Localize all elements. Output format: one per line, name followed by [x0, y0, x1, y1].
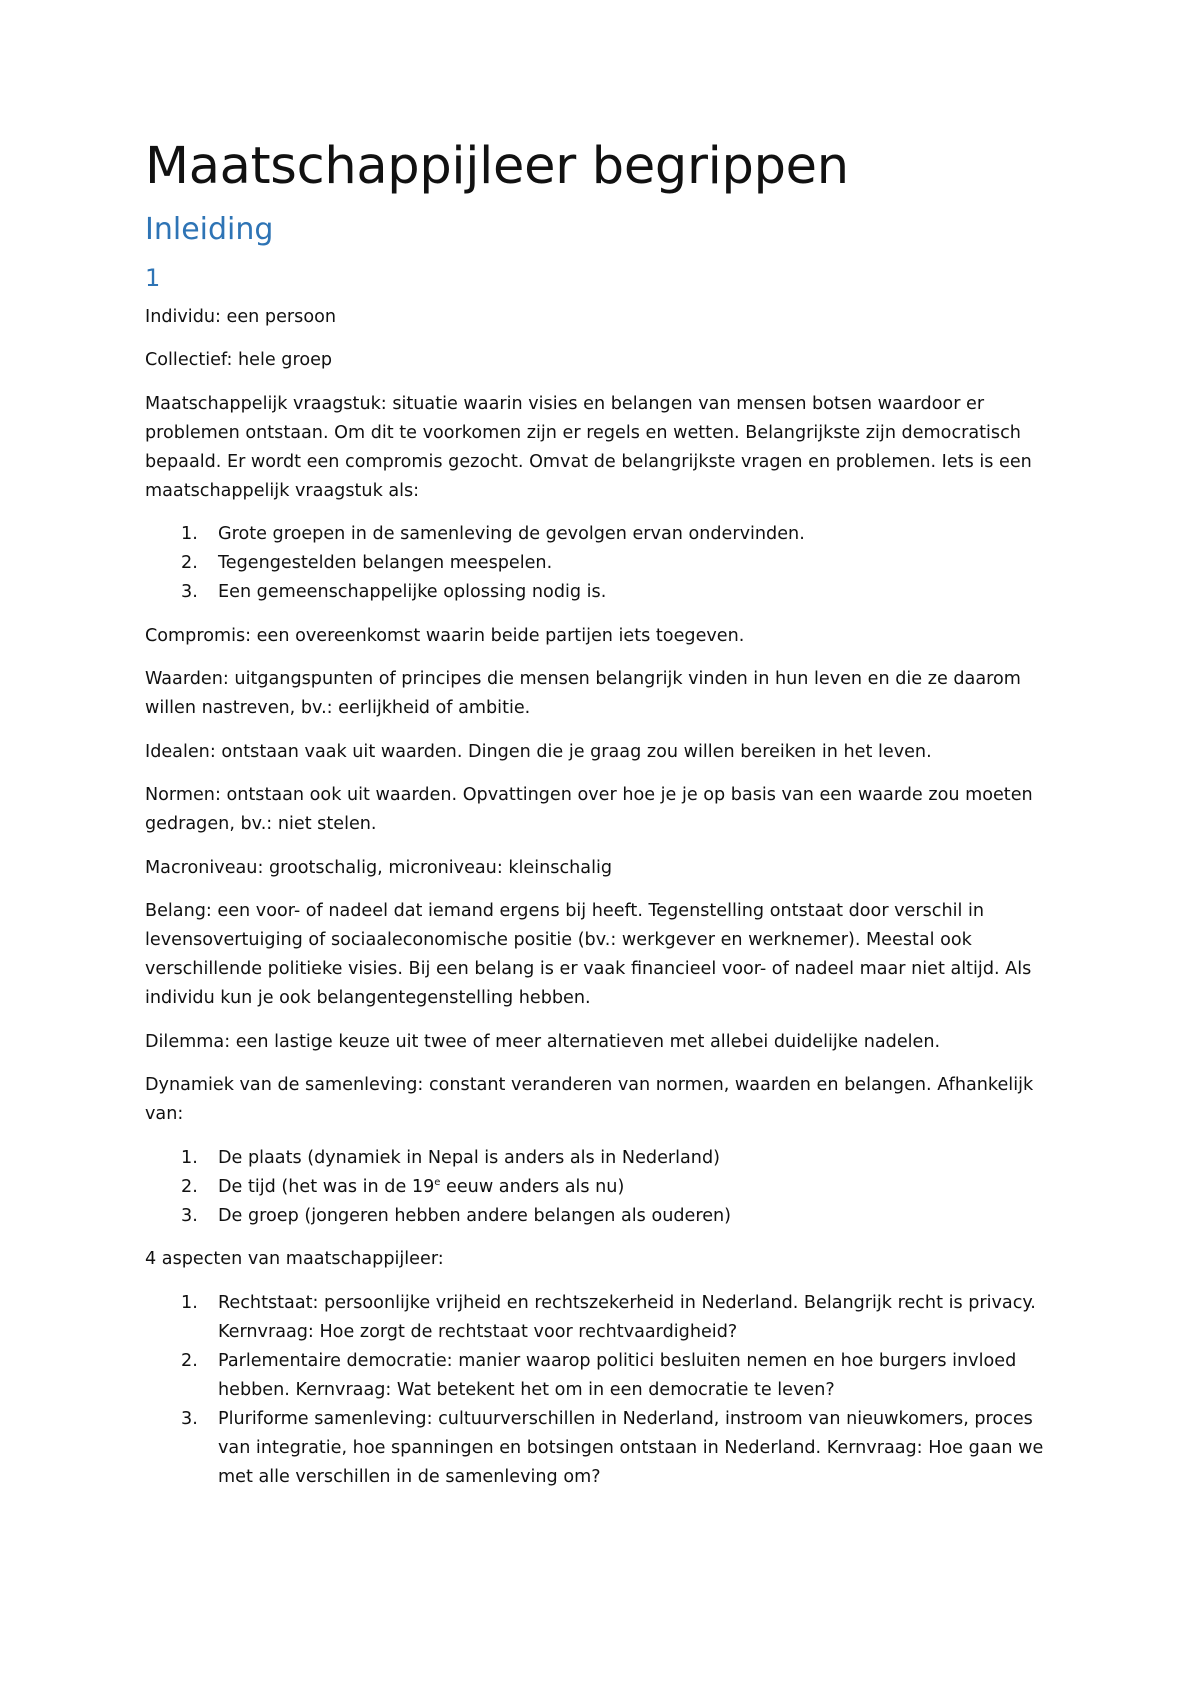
superscript: e [434, 1176, 441, 1188]
paragraph-idealen: Idealen: ontstaan vaak uit waarden. Dingen die je graag zou willen bereiken in het leven. [145, 741, 932, 762]
list-number: 1. [181, 1292, 198, 1313]
list-item [145, 1202, 1070, 1231]
list-item-text: Parlementaire democratie: manier waarop politici besluiten nemen en hoe burgers invloed hebben. Kernvraag: Wat betekent het om in een democratie te leven? [218, 1350, 1017, 1400]
list-number: 3. [181, 582, 198, 603]
list-vraagstuk [145, 520, 1070, 607]
paragraph-waarden: Waarden: uitgangspunten of principes die mensen belangrijk vinden in hun leven en die ze daarom willen nastreven, bv.: eerlijkheid of ambitie. [145, 669, 1021, 719]
list-item-text-before: De tijd (het was in de 19 [218, 1176, 435, 1197]
paragraph-normen: Normen: ontstaan ook uit waarden. Opvattingen over hoe je je op basis van een waarde zou moeten gedragen, bv.: niet stelen. [145, 785, 1033, 835]
list-item [145, 1173, 1070, 1202]
heading-inleiding: Inleiding [145, 212, 274, 248]
list-item-text: Tegengestelden belangen meespelen. [218, 553, 553, 574]
subheading-1: 1 [145, 263, 161, 292]
list-item-text: De plaats (dynamiek in Nepal is anders als in Nederland) [218, 1147, 720, 1168]
list-item [145, 520, 1070, 549]
paragraph-collectief: Collectief: hele groep [145, 350, 333, 371]
paragraph-individu: Individu: een persoon [145, 306, 336, 327]
list-item [145, 1144, 1070, 1173]
list-item-text: De groep (jongeren hebben andere belangen als ouderen) [218, 1205, 732, 1226]
list-number: 1. [181, 524, 198, 545]
list-number: 2. [181, 1350, 198, 1371]
paragraph-aspecten: 4 aspecten van maatschappijleer: [145, 1249, 444, 1270]
list-item-text: Rechtstaat: persoonlijke vrijheid en rechtszekerheid in Nederland. Belangrijk recht is privacy. Kernvraag: Hoe zorgt de rechtstaat voor rechtvaardigheid? [218, 1292, 1036, 1342]
paragraph-dilemma: Dilemma: een lastige keuze uit twee of meer alternatieven met allebei duidelijke nadelen. [145, 1031, 941, 1052]
list-item [145, 549, 1070, 578]
paragraph-vraagstuk: Maatschappelijk vraagstuk: situatie waarin visies en belangen van mensen botsen waardoor er problemen ontstaan. Om dit te voorkomen zijn er regels en wetten. Belangrijkste zijn democratisch bepaald. Er wordt een compromis gezocht. Omvat de belangrijkste vragen en problemen. Iets is een maatschappelijk vraagstuk als: [145, 393, 1032, 501]
list-aspecten [145, 1289, 1070, 1492]
list-item [145, 1289, 1070, 1347]
list-item-text: Grote groepen in de samenleving de gevolgen ervan ondervinden. [218, 524, 805, 545]
list-number: 2. [181, 553, 198, 574]
list-number: 3. [181, 1205, 198, 1226]
list-item-text: Een gemeenschappelijke oplossing nodig is. [218, 582, 607, 603]
paragraph-belang: Belang: een voor- of nadeel dat iemand ergens bij heeft. Tegenstelling ontstaat door verschil in levensovertuiging of sociaaleconomische positie (bv.: werkgever en werknemer). Meestal ook verschillende politieke visies. Bij een belang is er vaak financieel voor- of nadeel maar niet altijd. Als individu kun je ook belangentegenstelling hebben. [145, 901, 1032, 1009]
paragraph-dynamiek: Dynamiek van de samenleving: constant veranderen van normen, waarden en belangen. Afhankelijk van: [145, 1075, 1034, 1125]
list-item [145, 1405, 1070, 1492]
list-item [145, 1347, 1070, 1405]
list-item [145, 578, 1070, 607]
document-title: Maatschappijleer begrippen [145, 137, 849, 196]
list-dynamiek [145, 1144, 1070, 1231]
list-number: 3. [181, 1408, 198, 1429]
paragraph-compromis: Compromis: een overeenkomst waarin beide partijen iets toegeven. [145, 625, 745, 646]
paragraph-macroniveau: Macroniveau: grootschalig, microniveau: kleinschalig [145, 857, 613, 878]
list-item-text-after: eeuw anders als nu) [440, 1176, 625, 1197]
list-item-text: Pluriforme samenleving: cultuurverschillen in Nederland, instroom van nieuwkomers, proces van integratie, hoe spanningen en botsingen ontstaan in Nederland. Kernvraag: Hoe gaan we met alle verschillen in de samenleving om? [218, 1408, 1044, 1487]
list-number: 2. [181, 1176, 198, 1197]
list-number: 1. [181, 1147, 198, 1168]
